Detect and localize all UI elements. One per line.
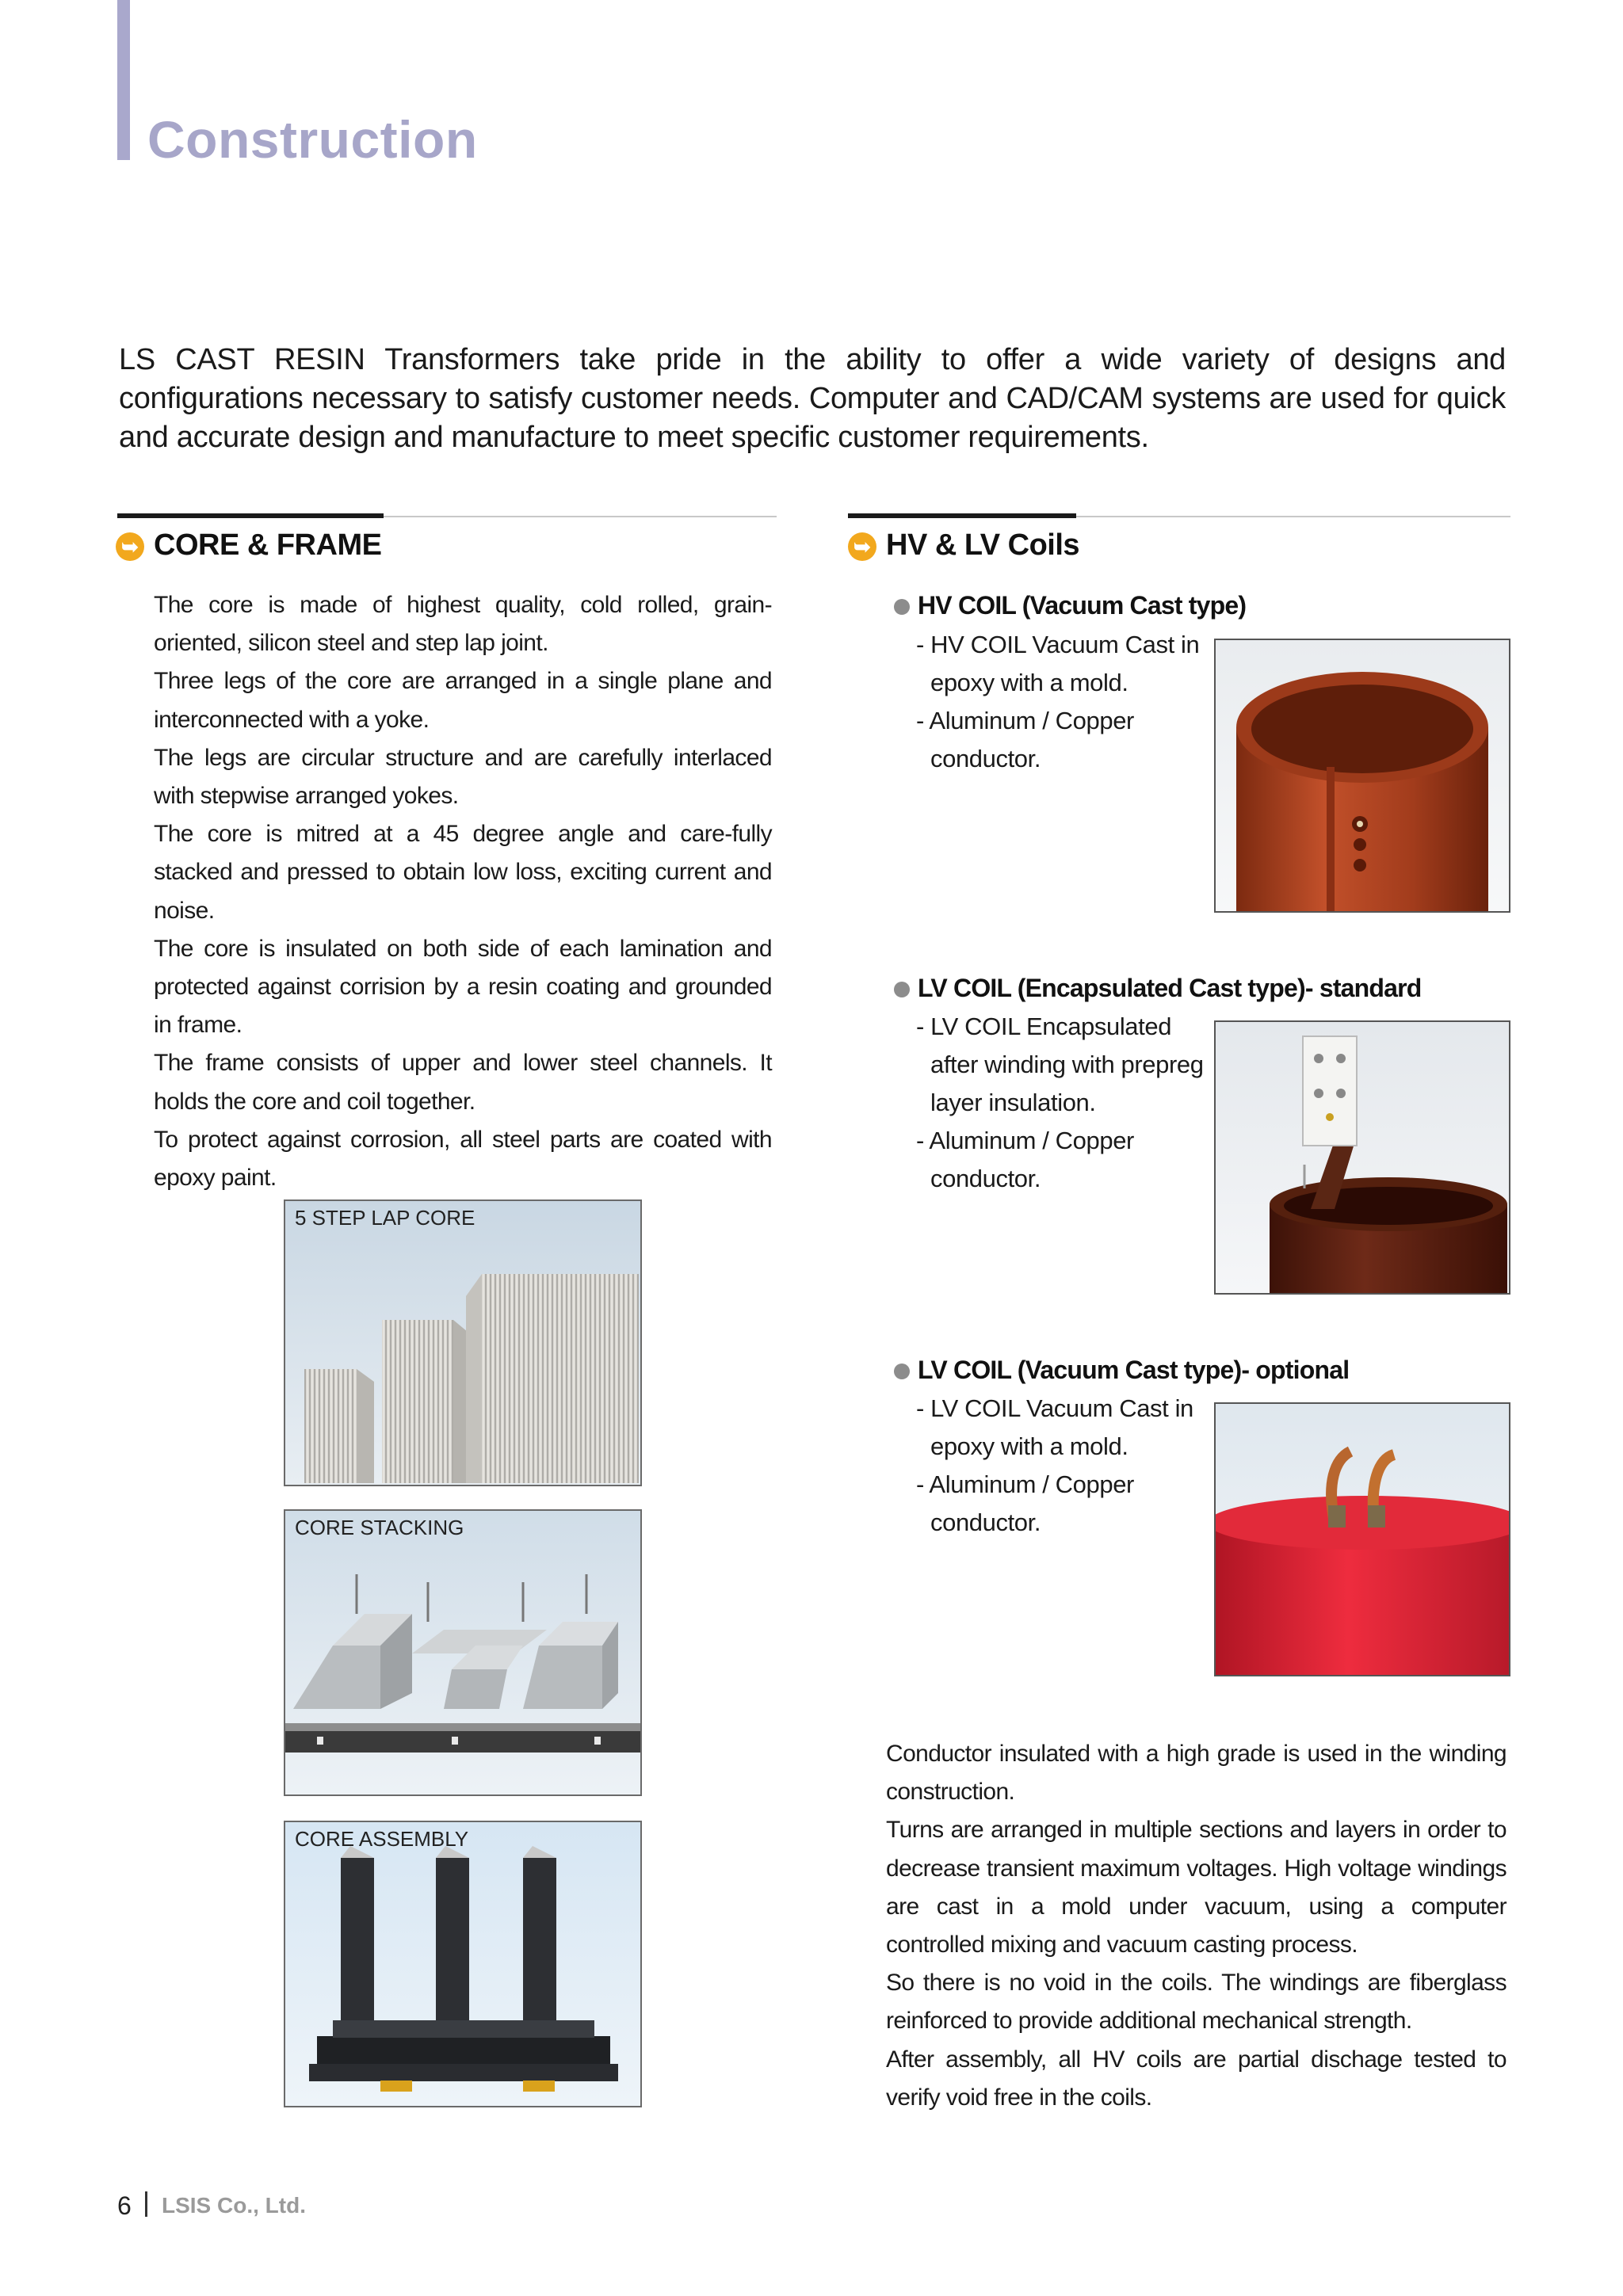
lv-coil-optional-image xyxy=(1216,1404,1509,1675)
coil-desc-line: - Aluminum / Copper xyxy=(916,1470,1134,1498)
figure-caption: CORE STACKING xyxy=(295,1516,464,1539)
coils-paragraph: So there is no void in the coils. The windings are fiberglass reinforced to provide additional mechanical strength. xyxy=(886,1970,1507,2035)
figure-core-assembly xyxy=(284,1821,642,2107)
coil-desc-line: - LV COIL Encapsulated xyxy=(916,1013,1172,1040)
lv-coil-optional-title: LV COIL (Vacuum Cast type)- optional xyxy=(918,1356,1350,1384)
figure-caption: CORE ASSEMBLY xyxy=(295,1827,469,1851)
bullet-icon xyxy=(894,599,910,615)
bullet-icon xyxy=(894,1363,910,1379)
figure-step-lap-core xyxy=(284,1199,642,1486)
coil-desc-line: conductor. xyxy=(930,1165,1041,1192)
coil-desc-line: - Aluminum / Copper xyxy=(916,707,1134,734)
arrow-icon: ➥ xyxy=(116,532,144,561)
core-frame-heading: CORE & FRAME xyxy=(154,528,382,562)
lv-coil-optional-desc xyxy=(916,1390,1209,1542)
footer-separator xyxy=(145,2191,147,2217)
lv-coil-standard-desc xyxy=(916,1008,1209,1198)
core-frame-paragraph: The core is made of highest quality, cold rolled, grain-oriented, silicon steel and step lap joint. xyxy=(154,592,772,657)
bullet-icon xyxy=(894,982,910,997)
core-frame-paragraph: The core is mitred at a 45 degree angle and care-fully stacked and pressed to obtain low loss, exciting current and noise. xyxy=(154,821,772,924)
coil-desc-line: layer insulation. xyxy=(930,1089,1096,1116)
hv-coil-title: HV COIL (Vacuum Cast type) xyxy=(918,591,1247,620)
coils-rule-accent xyxy=(848,513,1076,518)
coil-desc-line: - LV COIL Vacuum Cast in xyxy=(916,1394,1193,1422)
coil-desc-line: - HV COIL Vacuum Cast in xyxy=(916,631,1200,658)
coils-paragraph: Conductor insulated with a high grade is used in the winding construction. xyxy=(886,1741,1507,1806)
coil-desc-line: epoxy with a mold. xyxy=(930,669,1128,696)
hv-coil-photo xyxy=(1214,639,1510,913)
coils-paragraph: After assembly, all HV coils are partial dischage tested to verify void free in the coils. xyxy=(886,2046,1507,2111)
lv-coil-standard-title: LV COIL (Encapsulated Cast type)- standard xyxy=(918,974,1422,1002)
coil-desc-line: after winding with prepreg xyxy=(930,1051,1204,1078)
lv-coil-standard-photo xyxy=(1214,1020,1510,1295)
coil-desc-line: - Aluminum / Copper xyxy=(916,1127,1134,1154)
lv-coil-standard-image xyxy=(1216,1022,1509,1293)
arrow-icon: ➥ xyxy=(848,532,876,561)
title-accent-bar xyxy=(117,0,130,160)
coil-desc-line: conductor. xyxy=(930,745,1041,772)
core-frame-paragraph: The frame consists of upper and lower steel channels. It holds the core and coil together. xyxy=(154,1050,772,1115)
page-title: Construction xyxy=(147,110,478,169)
core-frame-paragraph: Three legs of the core are arranged in a single plane and interconnected with a yoke. xyxy=(154,668,772,733)
core-frame-body xyxy=(154,586,772,1197)
core-assembly-image xyxy=(285,1822,640,2106)
hv-coil-desc xyxy=(916,626,1209,778)
core-frame-paragraph: The core is insulated on both side of each lamination and protected against corrision by a resin coating and grounded in frame. xyxy=(154,935,772,1039)
lv-coil-optional-photo xyxy=(1214,1402,1510,1676)
company-name: LSIS Co., Ltd. xyxy=(162,2193,306,2218)
core-frame-rule-accent xyxy=(117,513,384,518)
coils-paragraph: Turns are arranged in multiple sections and layers in order to decrease transient maximum voltages. High voltage windings are cast in a mold under vacuum, using a computer controlled mixing and vacuum casting process. xyxy=(886,1817,1507,1958)
core-stacking-image xyxy=(285,1511,640,1794)
figure-core-stacking xyxy=(284,1509,642,1796)
coils-heading: HV & LV Coils xyxy=(886,528,1080,562)
coil-desc-line: epoxy with a mold. xyxy=(930,1432,1128,1460)
coil-desc-line: conductor. xyxy=(930,1508,1041,1536)
coils-body xyxy=(886,1735,1507,2117)
hv-coil-image xyxy=(1216,640,1509,911)
intro-paragraph: LS CAST RESIN Transformers take pride in the ability to offer a wide variety of designs and configurations necessary to satisfy customer needs. Computer and CAD/CAM systems are used for quick and accurate design and manufacture to meet specific customer requirements. xyxy=(119,343,1506,454)
figure-caption: 5 STEP LAP CORE xyxy=(295,1206,475,1230)
step-lap-core-image xyxy=(285,1201,640,1485)
page-number: 6 xyxy=(117,2191,132,2220)
core-frame-paragraph: To protect against corrosion, all steel parts are coated with epoxy paint. xyxy=(154,1126,772,1192)
core-frame-paragraph: The legs are circular structure and are carefully interlaced with stepwise arranged yokes. xyxy=(154,744,772,810)
